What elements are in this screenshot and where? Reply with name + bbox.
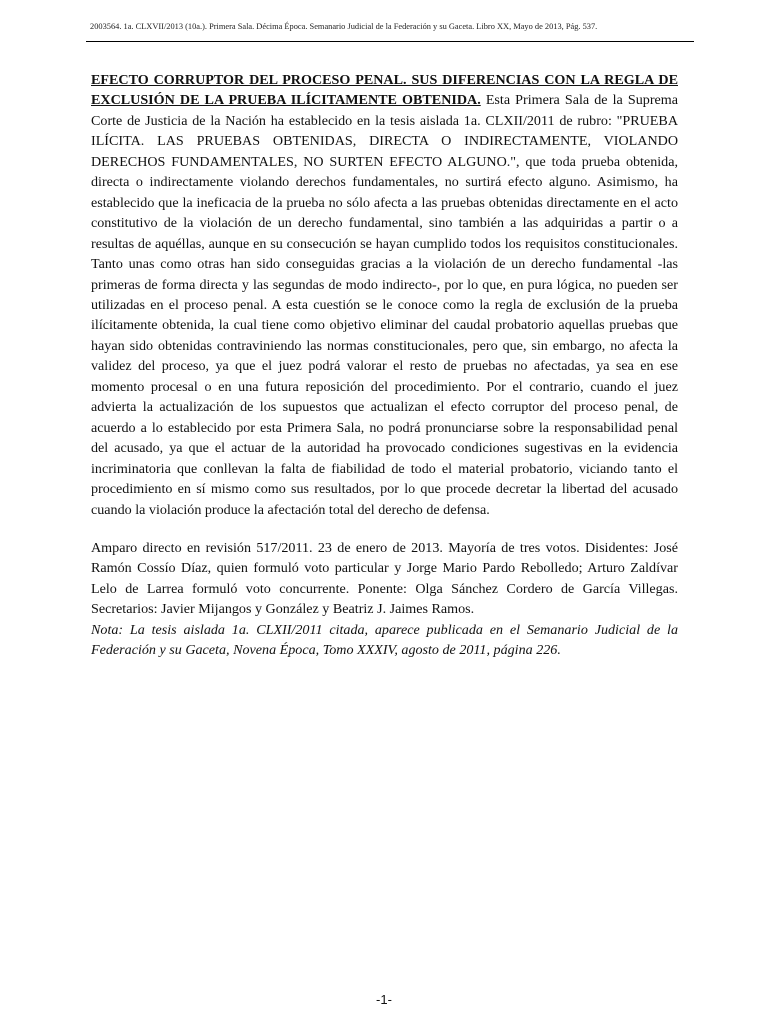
page-header-citation: 2003564. 1a. CLXVII/2013 (10a.). Primera Sala. Décima Época. Semanario Judicial de la Federación y su Gaceta. Libro XX, Mayo de 2013, Pág. 537.: [90, 22, 598, 31]
thesis-paragraph: [91, 70, 678, 520]
header-divider: [86, 41, 694, 42]
note-paragraph: Nota: La tesis aislada 1a. CLXII/2011 citada, aparece publicada en el Semanario Judicial de la Federación y su Gaceta, Novena Época, Tomo XXXIV, agosto de 2011, página 226.: [91, 621, 678, 659]
paragraph-gap: [91, 520, 678, 538]
thesis-body: Esta Primera Sala de la Suprema Corte de Justicia de la Nación ha establecido en la tesis aislada 1a. CLXII/2011 de rubro: "PRUEBA ILÍCITA. LAS PRUEBAS OBTENIDAS, DIRECTA O INDIRECTAMENTE, VIOLANDO DERECHOS FUNDAMENTALES, NO SURTEN EFECTO ALGUNO.", que toda prueba obtenida, directa o indirectamente violando derechos fundamentales, no surtirá efecto alguno. Asimismo, ha establecido que la ineficacia de la prueba no sólo afecta a las pruebas obtenidas directamente en el acto constitutivo de la violación de un derecho fundamental, sino también a las adquiridas a partir o a resultas de aquéllas, aunque en su consecución se hayan cumplido todos los requisitos constitucionales. Tanto unas como otras han sido conseguidas gracias a la violación de un derecho fundamental -las primeras de forma directa y las segundas de modo indirecto-, por lo que, en pura lógica, no pueden ser utilizadas en el proceso penal. A esta cuestión se le conoce como la regla de exclusión de la prueba ilícitamente obtenida, la cual tiene como objetivo eliminar del caudal probatorio aquellas pruebas que hayan sido obtenidas contraviniendo las normas constitucionales, pero que, sin embargo, no afecta la validez del proceso, ya que el juez podrá valorar el resto de pruebas no afectadas, ya sea en ese momento procesal o en una futura reposición del procedimiento. Por el contrario, cuando el juez advierta la actualización de los supuestos que actualizan el efecto corruptor del proceso penal, de acuerdo a lo establecido por esta Primera Sala, no podrá pronunciarse sobre la responsabilidad penal del acusado, ya que el actuar de la autoridad ha provocado condiciones sugestivas en la evidencia incriminatoria que conllevan la falta de fiabilidad de todo el material probatorio, viciando tanto el procedimiento en sí mismo como sus resultados, por lo que procede decretar la libertad del acusado cuando la violación produce la afectación total del derecho de defensa.: [91, 92, 678, 518]
precedent-paragraph: Amparo directo en revisión 517/2011. 23 de enero de 2013. Mayoría de tres votos. Disidentes: José Ramón Cossío Díaz, quien formuló voto particular y Jorge Mario Pardo Rebolledo; Arturo Zaldívar Lelo de Larrea formuló voto concurrente. Ponente: Olga Sánchez Cordero de García Villegas. Secretarios: Javier Mijangos y González y Beatriz J. Jaimes Ramos.: [91, 539, 678, 618]
page-number: -1-: [376, 992, 392, 1007]
document-content: [91, 70, 678, 661]
thesis-title: EFECTO CORRUPTOR DEL PROCESO PENAL. SUS DIFERENCIAS CON LA REGLA DE EXCLUSIÓN DE LA PRUEBA ILÍCITAMENTE OBTENIDA.: [91, 72, 678, 109]
